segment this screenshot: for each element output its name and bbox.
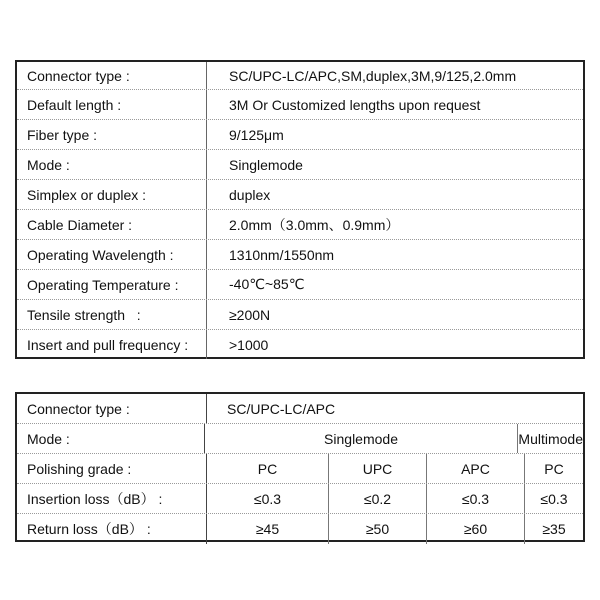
spec-value: 1310nm/1550nm (229, 246, 335, 263)
spec-label: Operating Wavelength : (17, 240, 207, 269)
connector-value: SC/UPC-LC/APC (227, 400, 336, 417)
loss-row-insertion-loss (17, 484, 583, 514)
insertion-pc-sm: ≤0.3 (207, 484, 329, 513)
spec-label: Insert and pull frequency : (17, 330, 207, 360)
spec-value: 2.0mm（3.0mm、0.9mm） (229, 216, 400, 233)
spec-label: Operating Temperature : (17, 270, 207, 299)
spec-row-operating-wavelength (17, 240, 583, 270)
loss-label: Return loss（dB） : (17, 514, 207, 544)
spec-label: Fiber type : (17, 120, 207, 149)
spec-value: Singlemode (229, 156, 303, 173)
spec-value: 3M Or Customized lengths upon request (229, 96, 481, 113)
spec-row-mode (17, 150, 583, 180)
spec-label: Cable Diameter : (17, 210, 207, 239)
spec-row-tensile-strength (17, 300, 583, 330)
insertion-upc: ≤0.2 (329, 484, 427, 513)
loss-row-connector-type (17, 394, 583, 424)
spec-value: duplex (229, 186, 271, 203)
spec-label: Connector type : (17, 62, 207, 89)
spec-row-connector-type (17, 62, 583, 90)
return-pc-mm: ≥35 (542, 521, 566, 537)
spec-label: Tensile strength : (17, 300, 207, 329)
loss-label: Polishing grade : (17, 454, 207, 483)
loss-table (15, 392, 585, 542)
spec-label: Simplex or duplex : (17, 180, 207, 209)
spec-row-simplex-duplex (17, 180, 583, 210)
spec-table (15, 60, 585, 359)
insertion-pc-mm: ≤0.3 (540, 490, 568, 507)
spec-row-cable-diameter (17, 210, 583, 240)
spec-label: Default length : (17, 90, 207, 119)
spec-value: SC/UPC-LC/APC,SM,duplex,3M,9/125,2.0mm (229, 67, 517, 84)
spec-row-fiber-type (17, 120, 583, 150)
polish-apc: APC (427, 454, 525, 483)
spec-row-insert-pull-frequency (17, 330, 583, 360)
polish-pc-mm: PC (544, 460, 564, 477)
mode-multimode: Multimode (518, 430, 583, 447)
loss-row-return-loss (17, 514, 583, 544)
insertion-apc: ≤0.3 (427, 484, 525, 513)
polish-pc-sm: PC (207, 454, 329, 483)
spec-value: -40℃~85℃ (229, 276, 305, 292)
loss-row-polishing-grade (17, 454, 583, 484)
spec-row-default-length (17, 90, 583, 120)
loss-label: Connector type : (17, 394, 207, 423)
loss-label: Mode : (17, 424, 205, 453)
spec-value: ≥200N (229, 306, 271, 323)
return-pc-sm: ≥45 (207, 514, 329, 544)
spec-value: 9/125μm (229, 126, 284, 143)
polish-upc: UPC (329, 454, 427, 483)
section-gap (15, 359, 585, 392)
loss-label: Insertion loss（dB） : (17, 484, 207, 513)
return-upc: ≥50 (329, 514, 427, 544)
spec-row-operating-temperature (17, 270, 583, 300)
spec-value: >1000 (229, 337, 269, 353)
mode-singlemode: Singlemode (205, 424, 519, 453)
loss-row-mode (17, 424, 583, 454)
spec-label: Mode : (17, 150, 207, 179)
return-apc: ≥60 (427, 514, 525, 544)
